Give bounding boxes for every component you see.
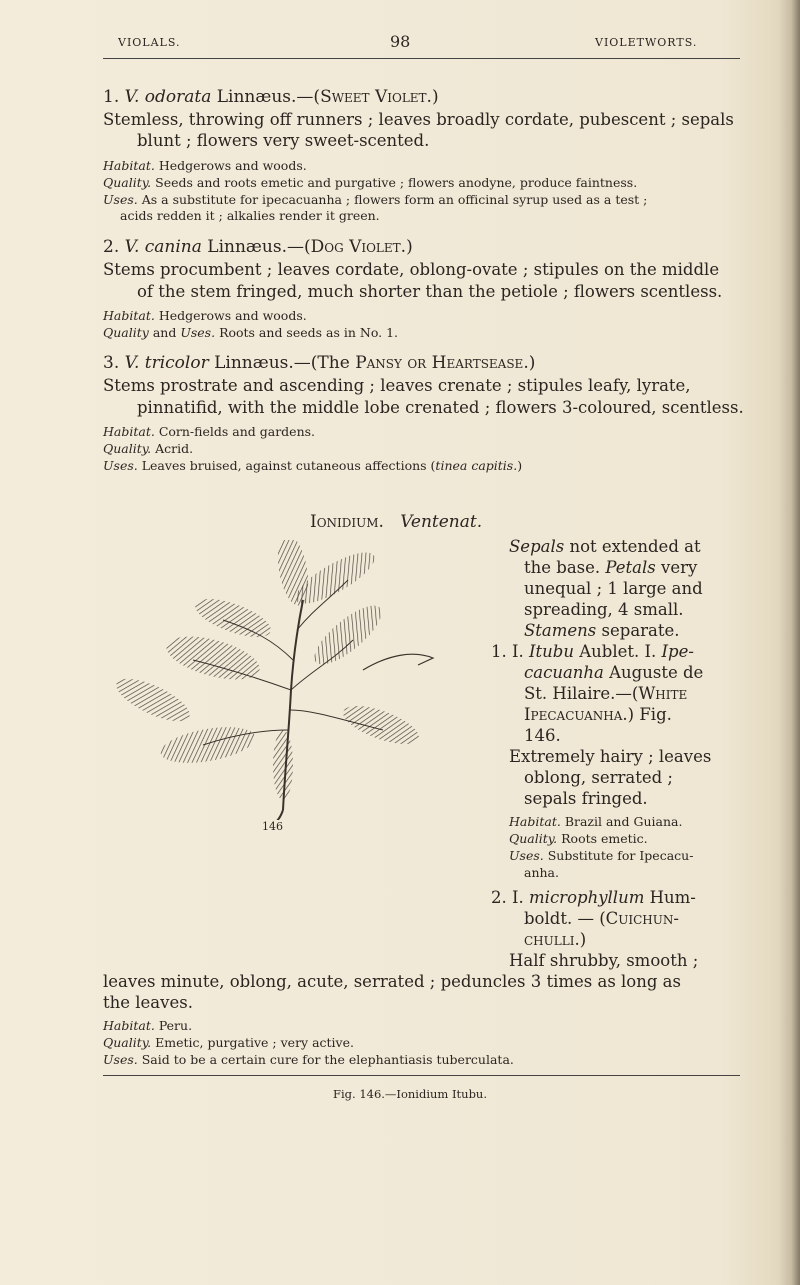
entry-2-heading: 2. V. canina Linnæus.—(Dog Violet.)	[103, 237, 413, 257]
ionidium-description-1: Sepals not extended at	[509, 537, 701, 556]
entry-3-quality: Quality. Acrid.	[103, 441, 194, 456]
entry-3-line-1: Stems prostrate and ascending ; leaves crenate ; stipules leafy, lyrate,	[103, 376, 691, 395]
itubu-heading-3: St. Hilaire.—(White	[524, 684, 688, 703]
itubu-habitat: Habitat. Brazil and Guiana.	[509, 814, 683, 829]
itubu-uses-cont: anha.	[524, 865, 559, 880]
entry-2-quality-uses: Quality and Uses. Roots and seeds as in No. 1.	[103, 325, 398, 340]
itubu-uses: Uses. Substitute for Ipecacu-	[509, 848, 694, 863]
entry-1-habitat: Habitat. Hedgerows and woods.	[103, 158, 307, 173]
itubu-heading-1: 1. I. Itubu Aublet. I. Ipe-	[491, 642, 694, 661]
ionidium-description-2: the base. Petals very	[524, 558, 698, 577]
page-edge-shadow	[778, 0, 800, 1285]
microphyllum-heading-2: boldt. — (Cuichun-	[524, 909, 679, 928]
itubu-heading-4: Ipecacuanha.) Fig.	[524, 705, 672, 724]
entry-2-line-1: Stems procumbent ; leaves cordate, oblong-ovate ; stipules on the middle	[103, 260, 720, 279]
entry-1-quality: Quality. Seeds and roots emetic and purgative ; flowers anodyne, produce faintness.	[103, 175, 638, 190]
entry-1-line-2: blunt ; flowers very sweet-scented.	[137, 131, 430, 150]
ionidium-description-4: spreading, 4 small.	[524, 600, 684, 619]
ionidium-itubu-illustration	[113, 540, 493, 820]
header-rule	[103, 58, 740, 59]
microphyllum-heading-1: 2. I. microphyllum Hum-	[491, 888, 696, 907]
entry-1-heading: 1. V. odorata Linnæus.—(Sweet Violet.)	[103, 87, 439, 107]
entry-3-line-2: pinnatifid, with the middle lobe crenated ; flowers 3-coloured, scentless.	[137, 398, 744, 417]
microphyllum-description-2: leaves minute, oblong, acute, serrated ; peduncles 3 times as long as	[103, 972, 681, 991]
itubu-description-2: oblong, serrated ;	[524, 768, 673, 787]
entry-1-line-1: Stemless, throwing off runners ; leaves broadly cordate, pubescent ; sepals	[103, 110, 734, 129]
microphyllum-uses: Uses. Said to be a certain cure for the elephantiasis tuberculata.	[103, 1052, 514, 1067]
itubu-heading-2: cacuanha Auguste de	[524, 663, 704, 682]
itubu-description-3: sepals fringed.	[524, 789, 648, 808]
figure-caption: Fig. 146.—Ionidium Itubu.	[333, 1087, 487, 1101]
microphyllum-quality: Quality. Emetic, purgative ; very active.	[103, 1035, 354, 1050]
microphyllum-heading-3: chulli.)	[524, 930, 587, 949]
page-number: 98	[390, 32, 411, 51]
footer-rule	[103, 1075, 740, 1076]
itubu-heading-5: 146.	[524, 726, 561, 745]
microphyllum-habitat: Habitat. Peru.	[103, 1018, 193, 1033]
entry-2-line-2: of the stem fringed, much shorter than the petiole ; flowers scentless.	[137, 282, 723, 301]
itubu-description-1: Extremely hairy ; leaves	[509, 747, 712, 766]
entry-1-uses-cont: acids redden it ; alkalies render it green.	[120, 208, 380, 223]
genus-heading: Ionidium. Ventenat.	[310, 512, 483, 532]
microphyllum-description-1: Half shrubby, smooth ;	[509, 951, 699, 970]
entry-3-heading: 3. V. tricolor Linnæus.—(The Pansy or Heartsease.)	[103, 353, 536, 373]
running-head-right: VIOLETWORTS.	[595, 36, 698, 49]
entry-2-habitat: Habitat. Hedgerows and woods.	[103, 308, 307, 323]
itubu-quality: Quality. Roots emetic.	[509, 831, 648, 846]
entry-3-habitat: Habitat. Corn-fields and gardens.	[103, 424, 316, 439]
figure-number: 146	[262, 820, 283, 833]
entry-3-uses: Uses. Leaves bruised, against cutaneous affections (tinea capitis.)	[103, 458, 523, 473]
entry-1-uses: Uses. As a substitute for ipecacuanha ; flowers form an officinal syrup used as a test ;	[103, 192, 648, 207]
running-head-left: VIOLALS.	[118, 36, 181, 49]
microphyllum-description-3: the leaves.	[103, 993, 193, 1012]
ionidium-description-5: Stamens separate.	[524, 621, 680, 640]
ionidium-description-3: unequal ; 1 large and	[524, 579, 703, 598]
